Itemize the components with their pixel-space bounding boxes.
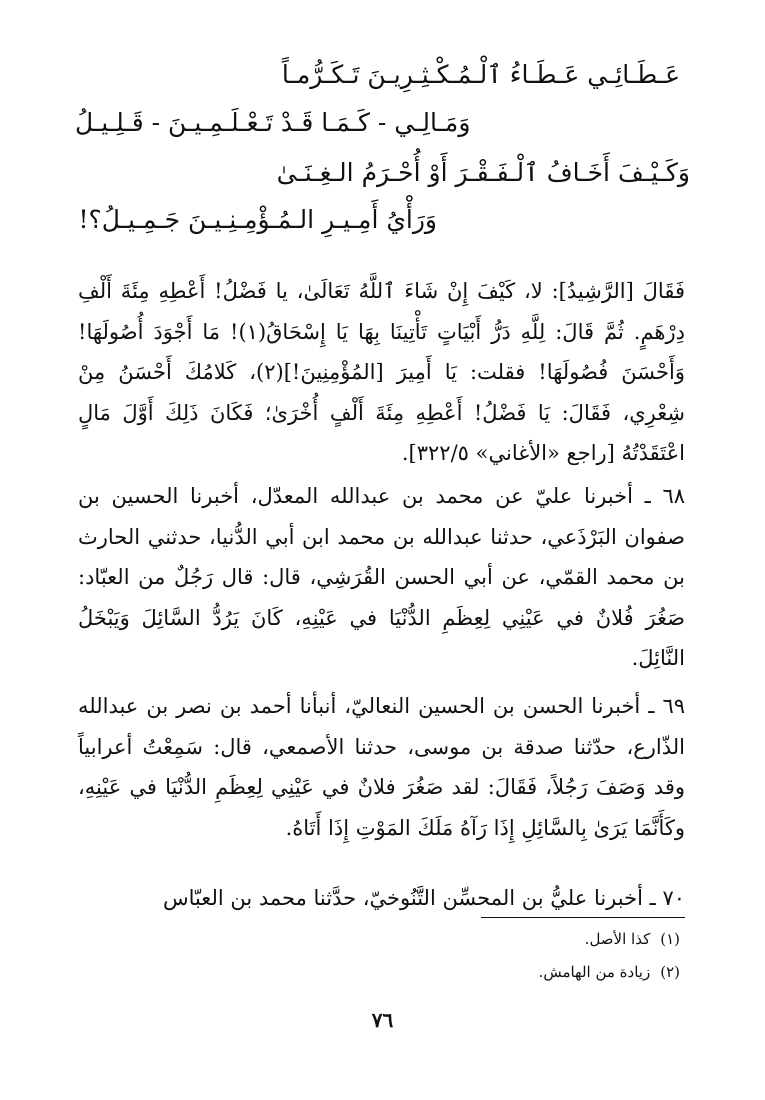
footnote-2 (539, 956, 680, 989)
footnote-text: زيادة من الهامش. (538, 963, 651, 981)
footnote-1 (539, 923, 680, 956)
paragraph-68: ٦٨ ـ أخبرنا عليّ عن محمد بن عبدالله المعدّل، أخبرنا الحسين بن صفوان البَرْذَعي، حدثنا عبدالله بن محمد ابن أبي الدُّنيا، حدثني الحارث بن محمد القمّي، عن أبي الحسن القُرَشِي، قال: قال رَجُلٌ من العبّاد: صَغُرَ فُلانٌ في عَيْنِي لِعِظَمِ الدُّنْيَا في عَيْنِهِ، كَانَ يَرُدُّ السَّائِلَ وَيَبْخَلُ النَّائِلَ. (78, 484, 685, 670)
paragraph-69: ٦٩ ـ أخبرنا الحسن بن الحسين النعاليّ، أنبأنا أحمد بن نصر بن عبدالله الذّارع، حدّثنا صدقة بن موسى، حدثنا الأصمعي، قال: سَمِعْتُ أعرابياً وقد وَصَفَ رَجُلاً، فَقَالَ: لقد صَغُرَ فلانٌ في عَيْنِي لِعِظَمِ الدُّنْيَا في عَيْنِهِ، وكَأَنَّمَا يَرَىٰ بِالسَّائِلِ إِذَا رَآهُ مَلَكَ المَوْتِ إِذَا أَتَاهُ. (78, 694, 685, 840)
paragraph-70: ٧٠ ـ أخبرنا عليُّ بن المحسِّن التَّنُوخيّ، حدَّثنا محمد بن العبّاس (162, 886, 685, 910)
verse-line-1: عَـطَـائِـي عَـطَـاءُ ٱلْـمُـكْـثِـرِيـنَ تَـكَـرُّمـاً (281, 60, 680, 89)
footnotes (539, 923, 680, 989)
footnote-divider (481, 917, 685, 918)
page-number: ٧٦ (371, 1008, 394, 1032)
verse-line-3: وَكَـيْـفَ أَخَـافُ ٱلْـفَـقْـرَ أَوْ أُحْـرَمُ الـغِـنَـىٰ (276, 158, 690, 187)
paragraph-rashid-response: فَقَالَ [الرَّشِيدُ]: لا، كَيْفَ إِنْ شَاءَ ٱللَّهُ تَعَالَىٰ، يا فَضْلُ! أَعْطِهِ مِئَةَ أَلْفِ دِرْهَمٍ. ثُمَّ قَالَ: لِلَّهِ دَرُّ أَبْيَاتٍ تَأْتِينَا بِهَا يَا إِسْحَاقُ(١)! مَا أَجْوَدَ أُصُولَهَا! وَأَحْسَنَ فُصُولَهَا! فقلت: يَا أَمِيرَ [المُؤْمِنِينَ!](٢)، كَلامُكَ أَحْسَنُ مِنْ شِعْرِي، فَقَالَ: يَا فَضْلُ! أَعْطِهِ مِئَةَ أَلْفٍ أُخْرَىٰ؛ فَكَانَ ذَلِكَ أَوَّلَ مَالٍ اعْتَقَدْتُهُ [راجع «الأغاني» ٣٢٢/٥]. (78, 279, 685, 465)
footnote-text: كذا الأصل. (584, 930, 651, 948)
footnote-number: (٢) (660, 963, 680, 981)
verse-line-2: وَمَـالِـي - كَـمَـا قَـدْ تَـعْـلَـمِـيـنَ - قَـلِـيـلُ (75, 108, 471, 137)
verse-line-4: وَرَأْيُ أَمِـيـرِ الـمُـؤْمِـنِـيـنَ جَـمِـيـلُ؟! (78, 205, 437, 234)
footnote-number: (١) (660, 930, 680, 948)
